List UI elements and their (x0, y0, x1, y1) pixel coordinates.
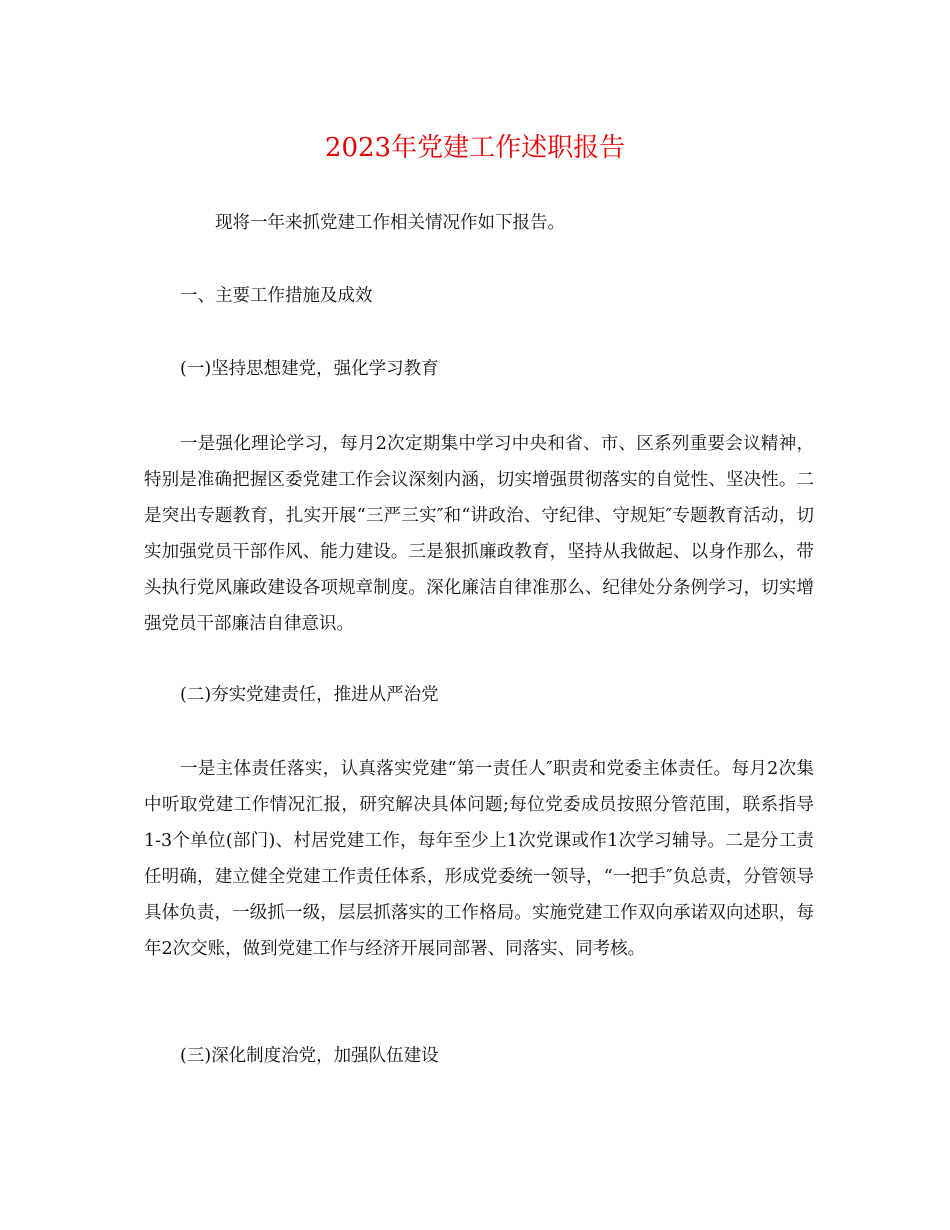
subsection-heading-1: (一)坚持思想建党，强化学习教育 (180, 359, 439, 379)
section-heading-1: 一、主要工作措施及成效 (180, 286, 373, 306)
subsection-heading-3: (三)深化制度治党，加强队伍建设 (180, 1046, 439, 1066)
subsection-heading-2: (二)夯实党建责任，推进从严治党 (180, 685, 439, 705)
document-title: 2023年党建工作述职报告 (324, 133, 626, 163)
subsection-paragraph-1: 一是强化理论学习，每月2次定期集中学习中央和省、市、区系列重要会议精神，特别是准确把握区委党建工作会议深刻内涵，切实增强贯彻落实的自觉性、坚决性。二是突出专题教育，扎实开展“三严三实″和“讲政治、守纪律、守规矩″专题教育活动，切实加强党员干部作风、能力建设。三是狠抓廉政教育，坚持从我做起、以身作那么，带头执行党风廉政建设各项规章制度。深化廉洁自律准那么、纪律处分条例学习，切实增强党员干部廉洁自律意识。 (144, 434, 814, 634)
intro-paragraph: 现将一年来抓党建工作相关情况作如下报告。 (215, 213, 565, 233)
subsection-paragraph-2: 一是主体责任落实，认真落实党建“第一责任人″职责和党委主体责任。每月2次集中听取党建工作情况汇报，研究解决具体问题;每位党委成员按照分管范围，联系指导1-3个单位(部门)、村居党建工作，每年至少上1次党课或作1次学习辅导。二是分工责任明确，建立健全党建工作责任体系，形成党委统一领导，“一把手″负总责，分管领导具体负责，一级抓一级，层层抓落实的工作格局。实施党建工作双向承诺双向述职，每年2次交账，做到党建工作与经济开展同部署、同落实、同考核。 (144, 759, 814, 959)
